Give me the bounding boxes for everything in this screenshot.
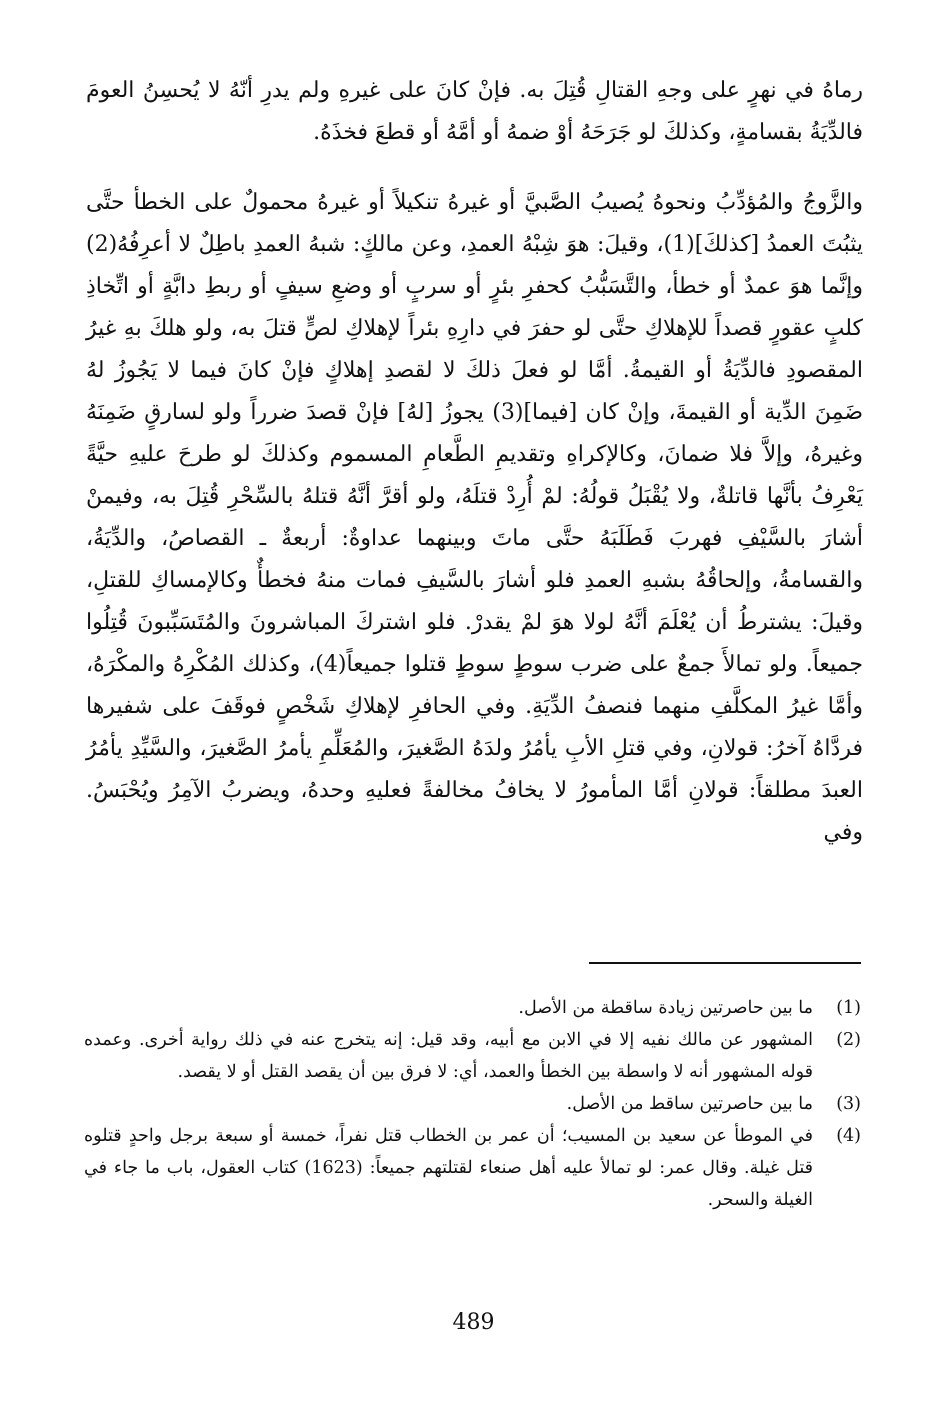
footnote-2	[84, 1024, 861, 1088]
footnote-number: (2)	[836, 1030, 861, 1050]
footnote-number: (4)	[836, 1126, 861, 1146]
footnote-separator	[589, 962, 861, 964]
footnote-text: في الموطأ عن سعيد بن المسيب؛ أن عمر بن الخطاب قتل نفراً، خمسة أو سبعة برجل واحدٍ قتلوه قتل غيلة. وقال عمر: لو تمالأ عليه أهل صنعاء لقتلتهم جميعاً: (1623) كتاب العقول، باب ما جاء في الغيلة والسحر.	[84, 1126, 814, 1210]
paragraph-2: والزَّوجُ والمُؤدِّبُ ونحوهُ يُصيبُ الصَّبيَّ أو غيرهُ تنكيلاً أو غيرهُ محمولٌ على الخطأ حتَّى يثبُتَ العمدُ [كذلكَ](1)، وقيلَ: هوَ شِبْهُ العمدِ، وعن مالكٍ: شبهُ العمدِ باطِلٌ لا أعرِفُهُ(2) وإنَّما هوَ عمدٌ أو خطأ، والتَّسَبُّبُ كحفرِ بئرٍ أو سربٍ أو وضعِ سيفٍ أو ربطِ دابَّةٍ أو اتِّخاذِ كلبٍ عقورٍ قصداً للإهلاكِ حتَّى لو حفرَ في دارِهِ بئراً لإهلاكِ لصٍّ قتلَ به، ولو هلكَ بهِ غيرُ المقصودِ فالدِّيَةُ أو القيمةُ. أمَّا لو فعلَ ذلكَ لا لقصدِ إهلاكٍ فإنْ كانَ فيما لا يَجُوزُ لهُ ضَمِنَ الدِّية أو القيمةَ، وإنْ كان [فيما](3) يجوزُ [لهُ] فإنْ قصدَ ضرراً ولو لسارقٍ ضَمِنَهُ وغيرهُ، وإلاَّ فلا ضمانَ، وكالإكراهِ وتقديمِ الطَّعامِ المسموم وكذلكَ لو طرحَ عليهِ حيَّةً يَعْرِفُ بأنَّها قاتلةٌ، ولا يُقْبَلُ قولُهُ: لمْ أُرِدْ قتلَهُ، ولو أقرَّ أنَّهُ قتلهُ بالسِّحْرِ قُتِلَ به، وفيمنْ أشارَ بالسَّيْفِ فهربَ فَطَلَبَهُ حتَّى ماتَ وبينهما عداوةٌ: أربعةٌ ـ القصاصُ، والدِّيَةُ، والقسامةُ، وإلحاقُهُ بشبهِ العمدِ فلو أشارَ بالسَّيفِ فمات منهُ فخطأٌ وكالإمساكِ للقتلِ، وقيلَ: يشترطُ أن يُعْلَمَ أنَّهُ لولا هوَ لمْ يقدرْ. فلو اشتركَ المباشرونَ والمُتَسَبِّبونَ قُتِلُوا جميعاً. ولو تمالأَ جمعٌ على ضرب سوطٍ سوطٍ قتلوا جميعاً(4)، وكذلك المُكْرِهُ والمكْرَهُ، وأمَّا غيرُ المكلَّفِ منهما فنصفُ الدِّيَةِ. وفي الحافرِ لإهلاكِ شَخْصٍ فوقَفَ على شفيرها فردَّاهُ آخرُ: قولانِ، وفي قتلِ الأبِ يأمُرُ ولدَهُ الصَّغيرَ، والمُعَلِّمِ يأمرُ الصَّغيرَ، والسَّيِّدِ يأمُرُ العبدَ مطلقاً: قولانِ أمَّا المأمورُ لا يخافُ مخالفةً فعليهِ وحدهُ، ويضربُ الآمِرُ ويُحْبَسُ. وفي	[86, 190, 863, 845]
footnote-text: ما بين حاصرتين ساقط من الأصل.	[566, 1094, 813, 1114]
footnote-1	[84, 992, 861, 1024]
footnote-number: (1)	[836, 998, 861, 1018]
paragraph-1: رماهُ في نهرٍ على وجهِ القتالِ قُتِلَ به. فإنْ كانَ على غيرهِ ولم يدرِ أنّهُ لا يُحسِنُ العومَ فالدِّيَةُ بقسامةٍ، وكذلكَ لو جَرَحَهُ أوْ ضمهُ أو أمَّهُ أو قطعَ فخذَهُ.	[86, 78, 863, 145]
footnote-4	[84, 1120, 861, 1216]
footnote-text: المشهور عن مالك نفيه إلا في الابن مع أبيه، وقد قيل: إنه يتخرج عنه في ذلك رواية أخرى. وعمده قوله المشهور أنه لا واسطة بين الخطأ والعمد، أي: لا فرق بين أن يقصد القتل أو لا يقصد.	[84, 1030, 813, 1082]
footnote-number: (3)	[836, 1094, 861, 1114]
main-text	[86, 70, 863, 854]
footnote-3	[84, 1088, 861, 1120]
footnotes	[84, 992, 861, 1216]
page-number: 489	[452, 1310, 495, 1335]
footnote-text: ما بين حاصرتين زيادة ساقطة من الأصل.	[518, 998, 813, 1018]
